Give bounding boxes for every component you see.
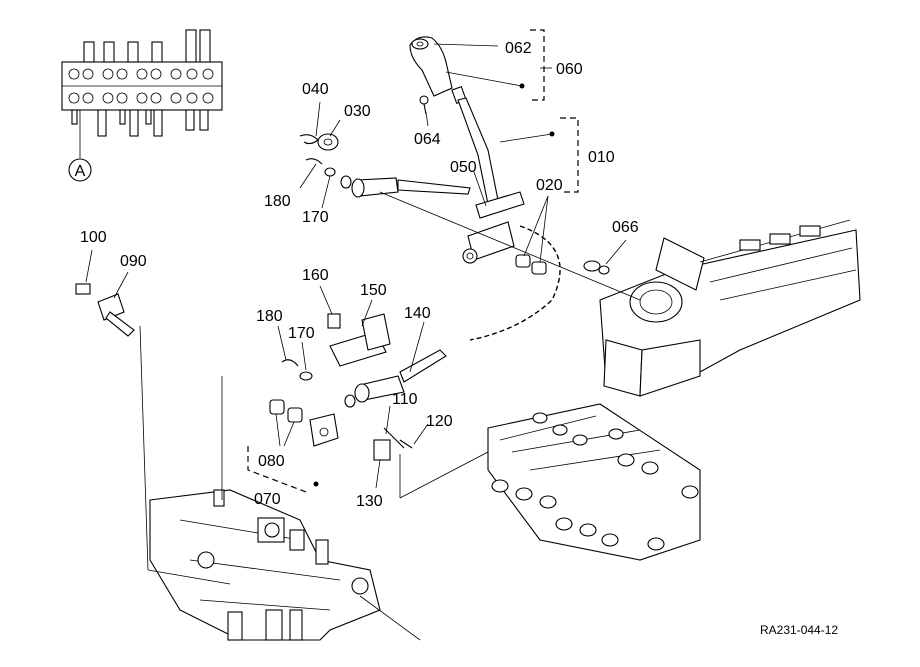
label-180-lower: 180 <box>256 308 283 325</box>
control-valve <box>488 404 700 560</box>
label-140: 140 <box>404 305 431 322</box>
label-020: 020 <box>536 177 563 194</box>
label-010: 010 <box>588 149 615 166</box>
figure-reference: RA231-044-12 <box>760 623 839 637</box>
screw-064-icon <box>420 96 428 114</box>
frame <box>150 490 380 640</box>
label-062: 062 <box>505 40 532 57</box>
label-170-upper: 170 <box>302 209 329 226</box>
upper-cable-end <box>300 134 470 197</box>
label-120: 120 <box>426 413 453 430</box>
label-080: 080 <box>258 453 285 470</box>
label-066: 066 <box>612 219 639 236</box>
label-090: 090 <box>120 253 147 270</box>
label-060: 060 <box>556 61 583 78</box>
label-130: 130 <box>356 493 383 510</box>
clip-066-icon <box>584 261 609 274</box>
label-180-upper: 180 <box>264 193 291 210</box>
pin-assembly <box>76 284 148 570</box>
label-070: 070 <box>254 491 281 508</box>
callout-a-label: A <box>74 163 86 180</box>
console-panel <box>584 220 860 396</box>
label-100: 100 <box>80 229 107 246</box>
lever-assembly <box>410 37 546 274</box>
label-040: 040 <box>302 81 329 98</box>
bracket-060 <box>530 30 544 100</box>
label-030: 030 <box>344 103 371 120</box>
valve-schematic <box>62 30 222 181</box>
label-064: 064 <box>414 131 441 148</box>
label-050: 050 <box>450 159 477 176</box>
label-150: 150 <box>360 282 387 299</box>
label-160: 160 <box>302 267 329 284</box>
label-110: 110 <box>392 391 418 408</box>
lower-bushings <box>270 400 412 460</box>
label-170-lower: 170 <box>288 325 315 342</box>
